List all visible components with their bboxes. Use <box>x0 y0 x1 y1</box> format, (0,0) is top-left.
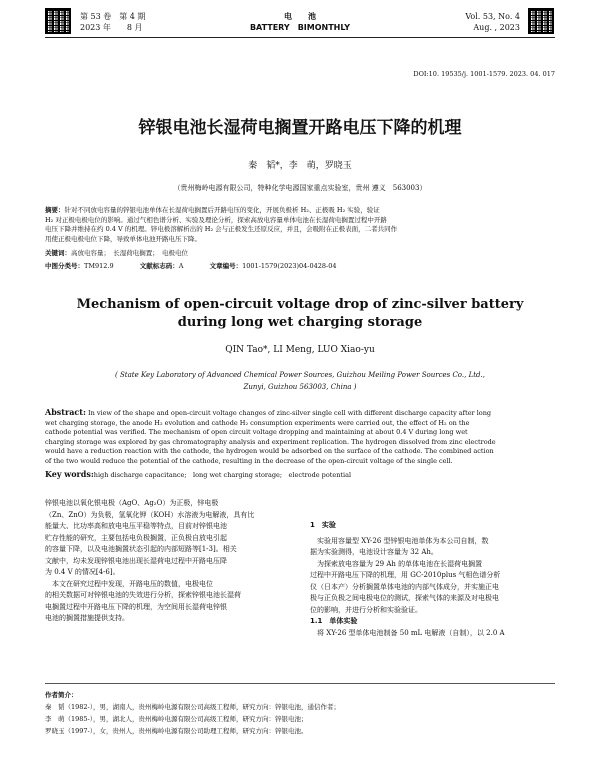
header-rule <box>45 37 555 38</box>
keywords-cn-label: 关键词： <box>45 249 71 257</box>
body-right-column <box>310 520 555 639</box>
body-right-line: 极与正负极之间电极电位的测试，探索气体的来源及对电极电 <box>310 594 499 602</box>
subsection-heading-cell-experiment: 1.1 单体实验 <box>310 617 358 625</box>
body-right-line: 将 XY-26 型单体电池制备 50 mL 电解液（自制），以 2.0 A <box>310 628 505 637</box>
body-left-line: 锌银电池以氧化银电极（AgO、Ag₂O）为正极，锌电极 <box>45 499 219 507</box>
abstract-cn-line: 电压下降并维持在约 0.4 V 的机理。锌电极溶解析出的 H₂ 会与正极发生还原反应，并且，会吸附在正极表面，二者共同作 <box>45 225 398 233</box>
classification-line <box>45 262 557 272</box>
abstract-cn-label: 摘要： <box>45 206 65 214</box>
author-note-line: 李 萌（1985-），男，湖北人，贵州梅岭电源有限公司高级工程师，研究方向：锌银电池； <box>45 715 308 723</box>
body-left-line: 文献中，均未发现锌银电池出现长湿荷电过程中开路电压降 <box>45 556 227 565</box>
title-en-line1: Mechanism of open-circuit voltage drop of zinc-silver battery <box>76 297 524 312</box>
journal-volume-en: Vol. 53, No. 4 Aug. , 2023 <box>465 12 520 32</box>
keywords-cn-value: 高放电容量； 长湿荷电搁置； 电极电位 <box>71 249 188 257</box>
author-note-line: 秦 韬（1982-），男，湖南人，贵州梅岭电源有限公司高级工程师，研究方向：锌银电池，通信作者； <box>45 703 340 711</box>
title-en-line2: during long wet charging storage <box>177 315 423 330</box>
section-heading-experiment: 1 实验 <box>310 521 336 529</box>
abstract-en <box>45 408 557 466</box>
abstract-en-line: In view of the shape and open-circuit voltage changes of zinc-silver single cell with different discharge capacity after long <box>88 409 492 417</box>
abstract-en-line: wet charging storage, the anode H₂ evolution and cathode H₂ consumption experiments were carried out, the effect of H₂ on the <box>45 418 470 427</box>
body-right-line: 据为实验测得，电池设计容量为 32 Ah。 <box>310 548 438 556</box>
doc-code-label: 文献标志码： <box>139 262 179 270</box>
keywords-en-label: Key words: <box>45 469 94 479</box>
doc-code-value: A <box>178 262 184 270</box>
affiliation-en-line1: ( State Key Laboratory of Advanced Chemical Power Sources, Guizhou Meiling Power Sources Co., Ltd., <box>115 371 485 379</box>
keywords-en-value: high discharge capacitance; long wet charging storage; electrode potential <box>93 471 352 479</box>
clc-label: 中图分类号： <box>45 262 84 270</box>
abstract-en-line: cathode potential was verified. The mechanism of open circuit voltage dropping and maintaining at about 0.4 V during long wet <box>45 428 468 436</box>
doi: DOI:10. 19535/j. 1001-1579. 2023. 04. 017 <box>413 70 555 78</box>
abstract-cn-line: H₂ 对正极电极电位的影响。通过气相色谱分析、实验及理论分析，探索高放电容量单体电池在长湿荷电搁置过程中开路 <box>45 215 387 224</box>
body-left-line: 的容量下降，以及电池搁置状态引起的内部短路等[1-3]。相关 <box>45 545 237 553</box>
body-right-line: 位的影响，并进行分析和实验验证。 <box>310 605 422 614</box>
abstract-cn-line: 用使正极电极电位下降，导致单体电池开路电压下降。 <box>45 234 201 243</box>
author-note-line: 罗晓玉（1997-），女，贵州人，贵州梅岭电源有限公司助理工程师，研究方向：锌银电池。 <box>45 727 308 735</box>
authors-en: QIN Tao*, LI Meng, LUO Xiao-yu <box>225 345 375 355</box>
body-left-line: 为 0.4 V 的情况[4-6]。 <box>45 568 120 576</box>
keywords-cn <box>45 249 188 259</box>
abstract-en-label: Abstract: <box>45 407 86 417</box>
body-left-line: 贮存性能的研究，主要包括电负极搁置，正负极自放电引起 <box>45 533 227 542</box>
journal-volume-issue: 第 53 卷 第 4 期 2023 年 8 月 <box>80 12 146 32</box>
body-left-line: 的相关数据可对锌银电池的失效进行分析，探索锌银电池长湿荷 <box>45 591 241 599</box>
body-right-line: 过程中开路电压下降的机理，用 GC-2010plus 气相色谱分析 <box>310 571 501 579</box>
journal-name: 电 池 BATTERY BIMONTHLY <box>249 12 351 32</box>
keywords-en <box>45 470 351 481</box>
footnote-rule <box>45 683 555 684</box>
body-left-line: 电池的搁置措施提供支持。 <box>45 614 129 622</box>
body-left-line: 能量大、比功率高和放电电压平稳等特点，目前对锌银电池 <box>45 522 227 530</box>
body-left-line: （Zn、ZnO）为负极，氢氧化钾（KOH）水溶液为电解液，具有比 <box>45 510 255 519</box>
article-number-label: 文章编号： <box>209 262 243 270</box>
body-left-line: 电搁置过程中开路电压下降的机理，为空间用长湿荷电锌银 <box>45 602 227 611</box>
qr-code-right-icon <box>528 8 554 34</box>
affiliation-cn: （贵州梅岭电源有限公司，特种化学电源国家重点实验室，贵州 遵义 563003） <box>173 184 427 192</box>
body-left-line: 本文在研究过程中发现，开路电压的数值，电极电位 <box>45 579 213 588</box>
abstract-cn <box>45 206 557 244</box>
author-notes-heading: 作者简介： <box>45 691 78 699</box>
body-left-column <box>45 498 295 625</box>
title-cn: 锌银电池长湿荷电搁置开路电压下降的机理 <box>138 118 462 138</box>
article-number-value: 1001-1579(2023)04-0428-04 <box>242 262 337 270</box>
abstract-cn-line: 针对不同放电容量的锌银电池单体在长湿荷电搁置后开路电压的变化，开展负极析 H₂、正极吸 H₂ 实验，验证 <box>64 206 380 214</box>
abstract-en-line: charging storage was explored by gas chromatography analysis and experiment replication. The hydrogen dissolved from zinc electrode <box>45 437 496 446</box>
clc-value: TM912.9 <box>84 262 114 270</box>
authors-cn: 秦 韬*，李 萌，罗晓玉 <box>248 161 352 171</box>
abstract-en-line: would have a reduction reaction with the cathode, the hydrogen would be adsorbed on the surface of the cathode. The combined action <box>45 447 494 455</box>
qr-code-left-icon <box>45 8 71 34</box>
author-notes <box>45 689 557 737</box>
body-right-line: 实验用容量型 XY-26 型锌银电池单体为本公司自制，数 <box>310 536 489 545</box>
affiliation-en-line2: Zunyi, Guizhou 563003, China ) <box>243 383 357 391</box>
body-right-line: 仪（日本产）分析搁置单体电池的内部气体成分，并实施正电 <box>310 582 499 591</box>
abstract-en-line: of the two would reduce the potential of the cathode, resulting in the decrease of the open-circuit voltage of the single cell. <box>45 456 453 465</box>
body-right-line: 为探索放电容量为 29 Ah 的单体电池在长湿荷电搁置 <box>310 559 483 568</box>
